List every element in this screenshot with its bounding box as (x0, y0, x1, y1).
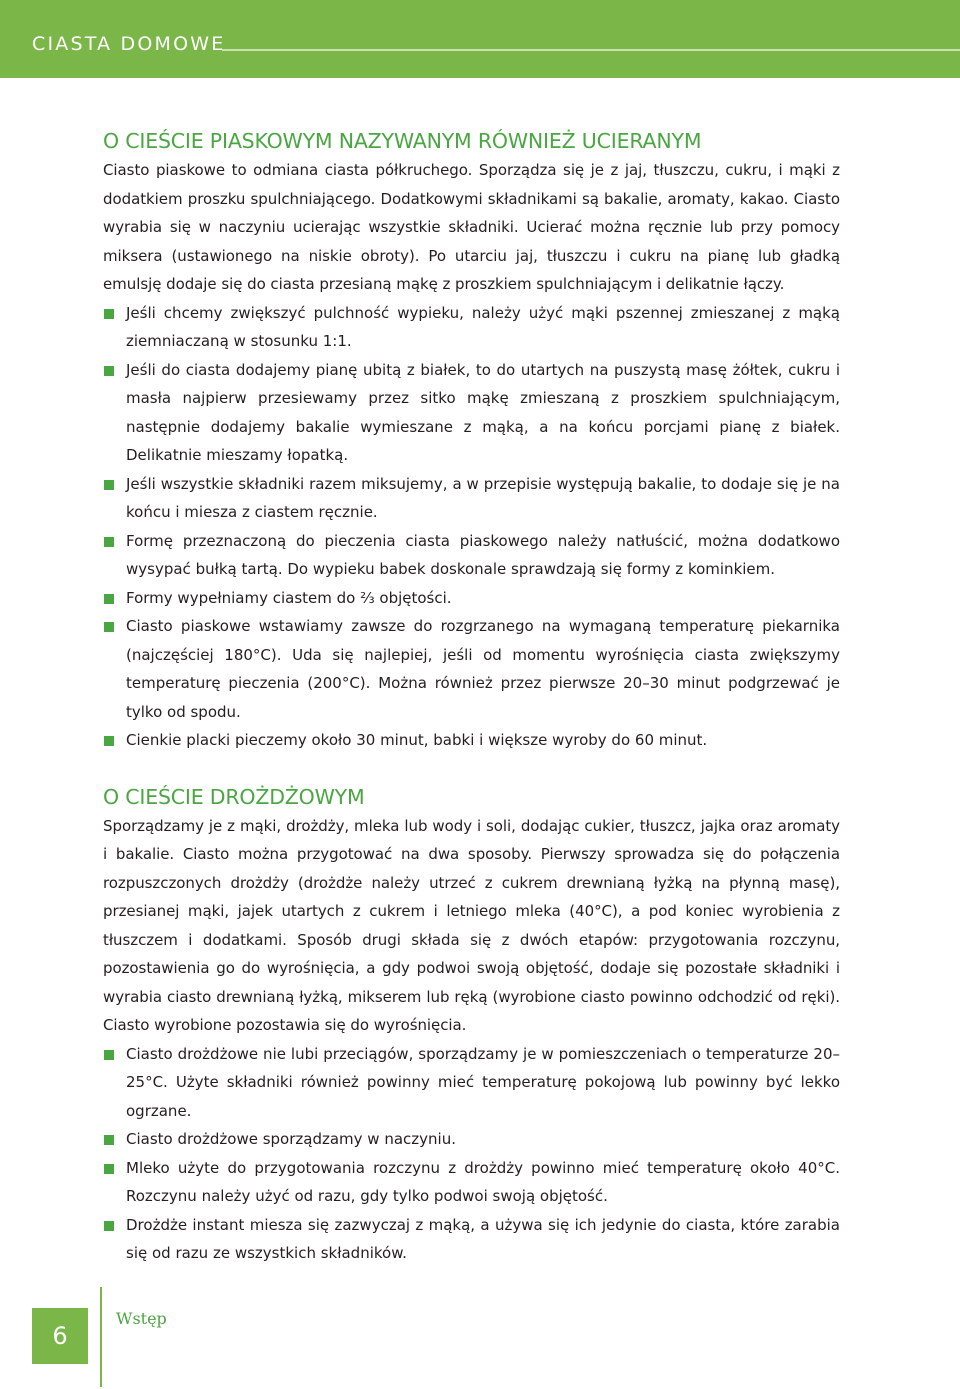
list-item (103, 299, 840, 356)
footer-divider (100, 1287, 102, 1387)
section-intro: Sporządzamy je z mąki, drożdży, mleka lub wody i soli, dodając cukier, tłuszcz, jajka oraz aromaty i bakalie. Ciasto można przygotować na dwa sposoby. Pierwszy sprowadza się do połączenia rozpuszczonych drożdży (drożdże należy utrzeć z cukrem drewnianą łyżką na płynną masę), przesianej mąki, jajek utartych z cukrem i letniego mleka (40°C), a pod koniec wyrobienia z tłuszczem i dodatkami. Sposób drugi składa się z dwóch etapów: przygotowania rozczynu, pozostawienia go do wyrośnięcia, a gdy podwoi swoją objętość, dodaje się pozostałe składniki i wyrabia ciasto drewnianą łyżką, mikserem lub ręką (wyrobione ciasto powinno odchodzić od ręki). Ciasto wyrobione pozostawia się do wyrośnięcia. (103, 816, 840, 1034)
main-content (103, 126, 840, 1268)
list-item-text: Drożdże instant miesza się zazwyczaj z mąką, a używa się ich jedynie do ciasta, które zarabia się od razu ze wszystkich składników. (126, 1215, 840, 1262)
section-sand-cake (103, 126, 840, 755)
bullet-square-icon (104, 1221, 114, 1231)
list-item-text: Jeśli chcemy zwiększyć pulchność wypieku, należy użyć mąki pszennej zmieszanej z mąką ziemniaczaną w stosunku 1:1. (126, 303, 840, 350)
header-divider (222, 49, 960, 51)
bullet-square-icon (104, 736, 114, 746)
list-item-text: Ciasto drożdżowe nie lubi przeciągów, sporządzamy je w pomieszczeniach o temperaturze 20–25°C. Użyte składniki również powinny mieć temperaturę pokojową lub powinny być lekko ogrzane. (126, 1044, 840, 1120)
list-item-text: Jeśli do ciasta dodajemy pianę ubitą z białek, to do utartych na puszystą masę żółtek, cukru i masła najpierw przesiewamy przez sitko mąkę zmieszaną z proszkiem spulchniającym, następnie dodajemy bakalie wymieszane z mąką, a na końcu porcjami pianę z białek. Delikatnie mieszamy łopatką. (126, 360, 840, 464)
section-yeast-dough (103, 782, 840, 1268)
bullet-square-icon (104, 366, 114, 376)
list-item (103, 612, 840, 726)
header-title: CIASTA DOMOWE (32, 33, 226, 55)
bullet-square-icon (104, 309, 114, 319)
section-intro: Ciasto piaskowe to odmiana ciasta półkruchego. Sporządza się je z jaj, tłuszczu, cukru, i mąki z dodatkiem proszku spulchniającego. Dodatkowymi składnikami są bakalie, aromaty, kakao. Ciasto wyrabia się w naczyniu ucierając wszystkie składniki. Ucierać można ręcznie lub przy pomocy miksera (ustawionego na niskie obroty). Po utarciu jaj, tłuszczu i cukru na pianę lub gładką emulsję dodaje się do ciasta przesianą mąkę z proszkiem spulchniającym i delikatnie łączy. (103, 161, 840, 293)
page-header-band (0, 0, 960, 78)
tips-list (103, 299, 840, 755)
list-item (103, 584, 840, 613)
list-item-text: Formy wypełniamy ciastem do ⅔ objętości. (126, 588, 452, 607)
bullet-square-icon (104, 1135, 114, 1145)
list-item (103, 470, 840, 527)
page-number-box (32, 1308, 88, 1364)
tips-list (103, 1040, 840, 1268)
bullet-square-icon (104, 1164, 114, 1174)
list-item (103, 726, 840, 755)
footer-section-label: Wstęp (116, 1309, 167, 1328)
section-heading: O CIEŚCIE PIASKOWYM NAZYWANYM RÓWNIEŻ UCIERANYM (103, 129, 702, 153)
list-item (103, 356, 840, 470)
page-number: 6 (52, 1322, 68, 1350)
bullet-square-icon (104, 622, 114, 632)
bullet-square-icon (104, 537, 114, 547)
section-heading: O CIEŚCIE DROŻDŻOWYM (103, 784, 365, 809)
list-item-text: Mleko użyte do przygotowania rozczynu z drożdży powinno mieć temperaturę około 40°C. Rozczynu należy użyć od razu, gdy tylko podwoi swoją objętość. (126, 1158, 840, 1205)
bullet-square-icon (104, 1050, 114, 1060)
list-item (103, 1211, 840, 1268)
list-item-text: Ciasto piaskowe wstawiamy zawsze do rozgrzanego na wymaganą temperaturę piekarnika (najczęściej 180°C). Uda się najlepiej, jeśli od momentu wyrośnięcia ciasta zwiększymy temperaturę pieczenia (200°C). Można również przez pierwsze 20–30 minut podgrzewać je tylko od spodu. (126, 617, 840, 721)
bullet-square-icon (104, 480, 114, 490)
list-item-text: Formę przeznaczoną do pieczenia ciasta piaskowego należy natłuścić, można dodatkowo wysypać bułką tartą. Do wypieku babek doskonale sprawdzają się formy z kominkiem. (126, 531, 840, 578)
list-item-text: Jeśli wszystkie składniki razem miksujemy, a w przepisie występują bakalie, to dodaje się je na końcu i miesza z ciastem ręcznie. (126, 474, 840, 521)
list-item (103, 527, 840, 584)
list-item-text: Cienkie placki pieczemy około 30 minut, babki i większe wyroby do 60 minut. (126, 731, 708, 749)
list-item (103, 1040, 840, 1126)
list-item (103, 1154, 840, 1211)
list-item-text: Ciasto drożdżowe sporządzamy w naczyniu. (126, 1130, 456, 1148)
bullet-square-icon (104, 594, 114, 604)
list-item (103, 1125, 840, 1154)
